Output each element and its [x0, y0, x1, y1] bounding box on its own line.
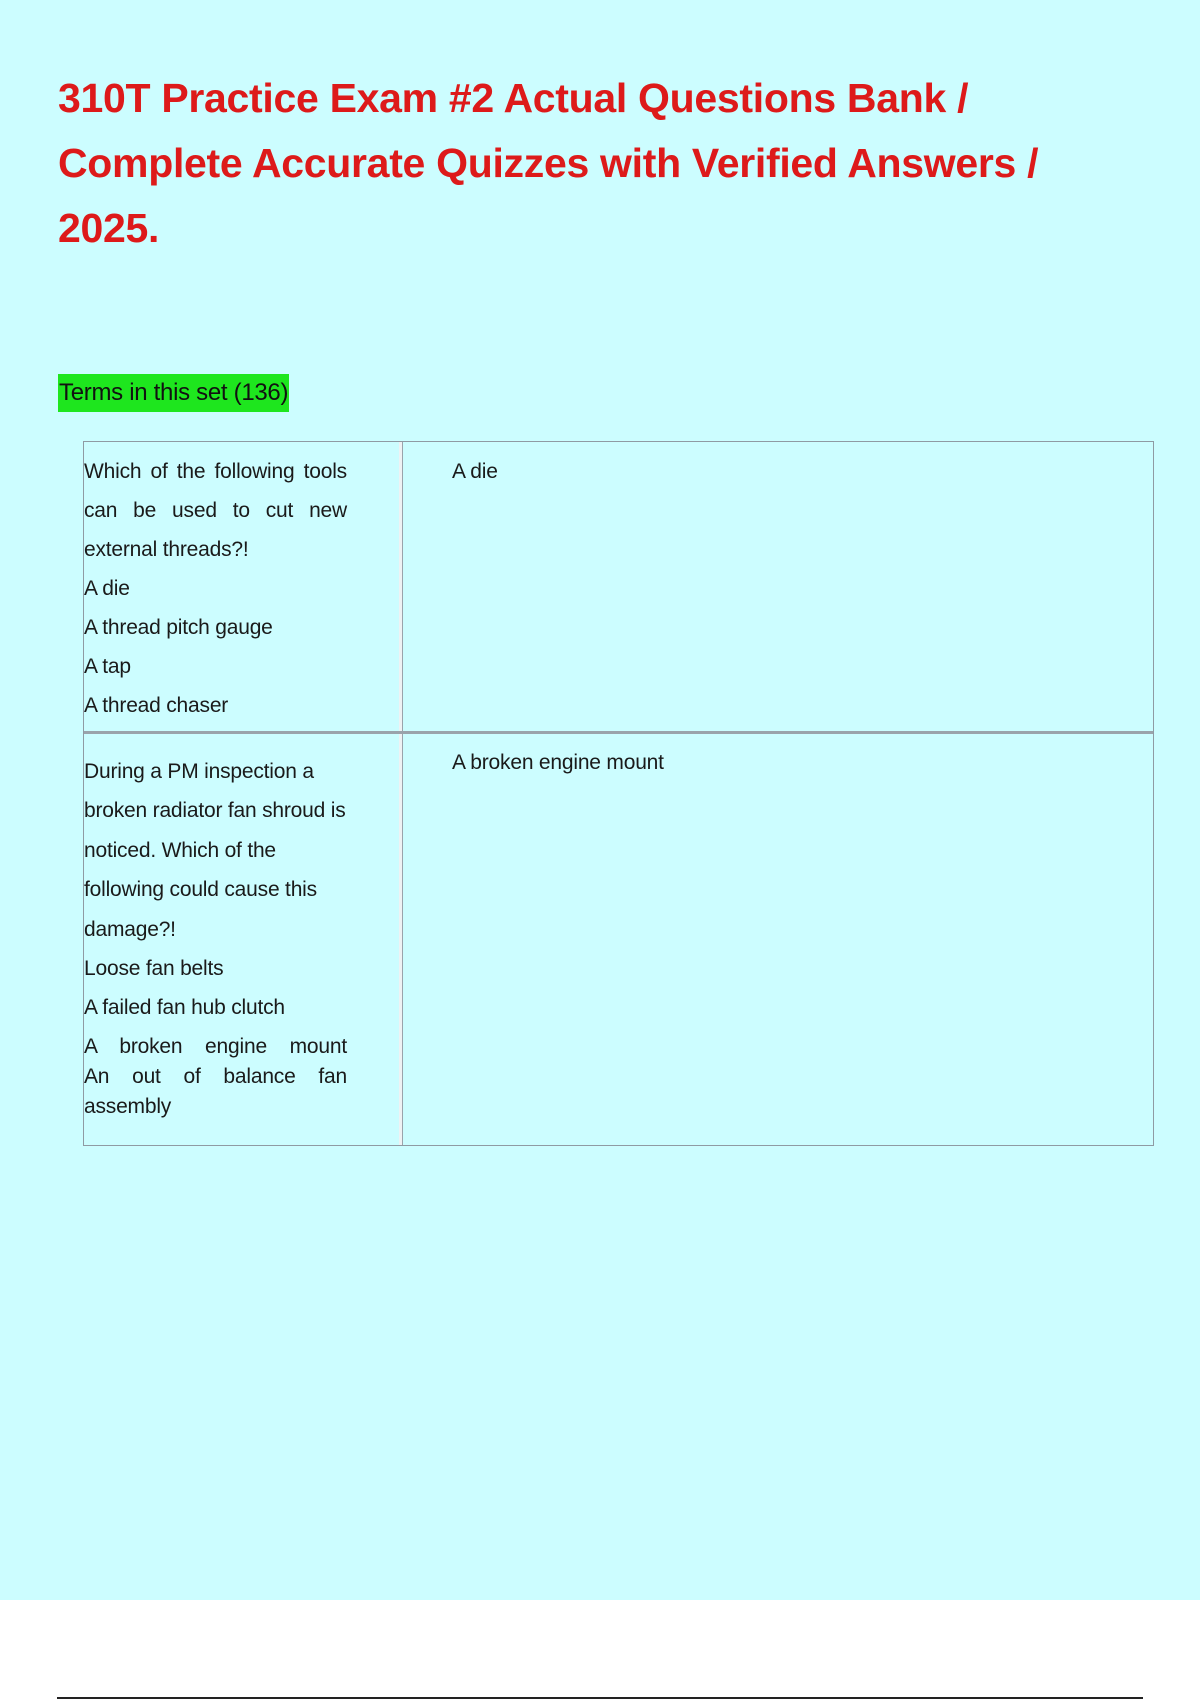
answer-option: A thread chaser [84, 694, 229, 717]
question-text: During a PM inspection a broken radiator fan shroud is noticed. Which of the following could cause this damage?! [84, 760, 346, 941]
answer-option: A tap [84, 655, 131, 678]
answer-option: A broken engine mount [84, 1034, 347, 1058]
correct-answer: A die [452, 460, 498, 483]
answer-option: A die [84, 577, 130, 600]
definition-cell [402, 442, 1153, 731]
document-title: 310T Practice Exam #2 Actual Questions Bank / Complete Accurate Quizzes with Verified Answers / 2025. [58, 75, 1039, 251]
term-cell [84, 734, 402, 1145]
table-row [84, 442, 1153, 734]
answer-option: A thread pitch gauge [84, 616, 273, 639]
terms-count-label: Terms in this set (136) [58, 374, 289, 412]
answer-option-group [84, 1028, 347, 1122]
table-row [84, 734, 1153, 1145]
answer-option: A failed fan hub clutch [84, 996, 285, 1020]
definition-cell [402, 734, 1153, 1145]
question-text: Which of the following tools can be used to cut new external threads?! [84, 460, 347, 561]
term-cell [84, 442, 402, 731]
answer-option: An out of balance fan assembly [84, 1064, 347, 1118]
footer-divider [57, 1697, 1143, 1699]
correct-answer: A broken engine mount [452, 751, 664, 774]
terms-table [83, 441, 1154, 1146]
answer-option: Loose fan belts [84, 957, 224, 981]
